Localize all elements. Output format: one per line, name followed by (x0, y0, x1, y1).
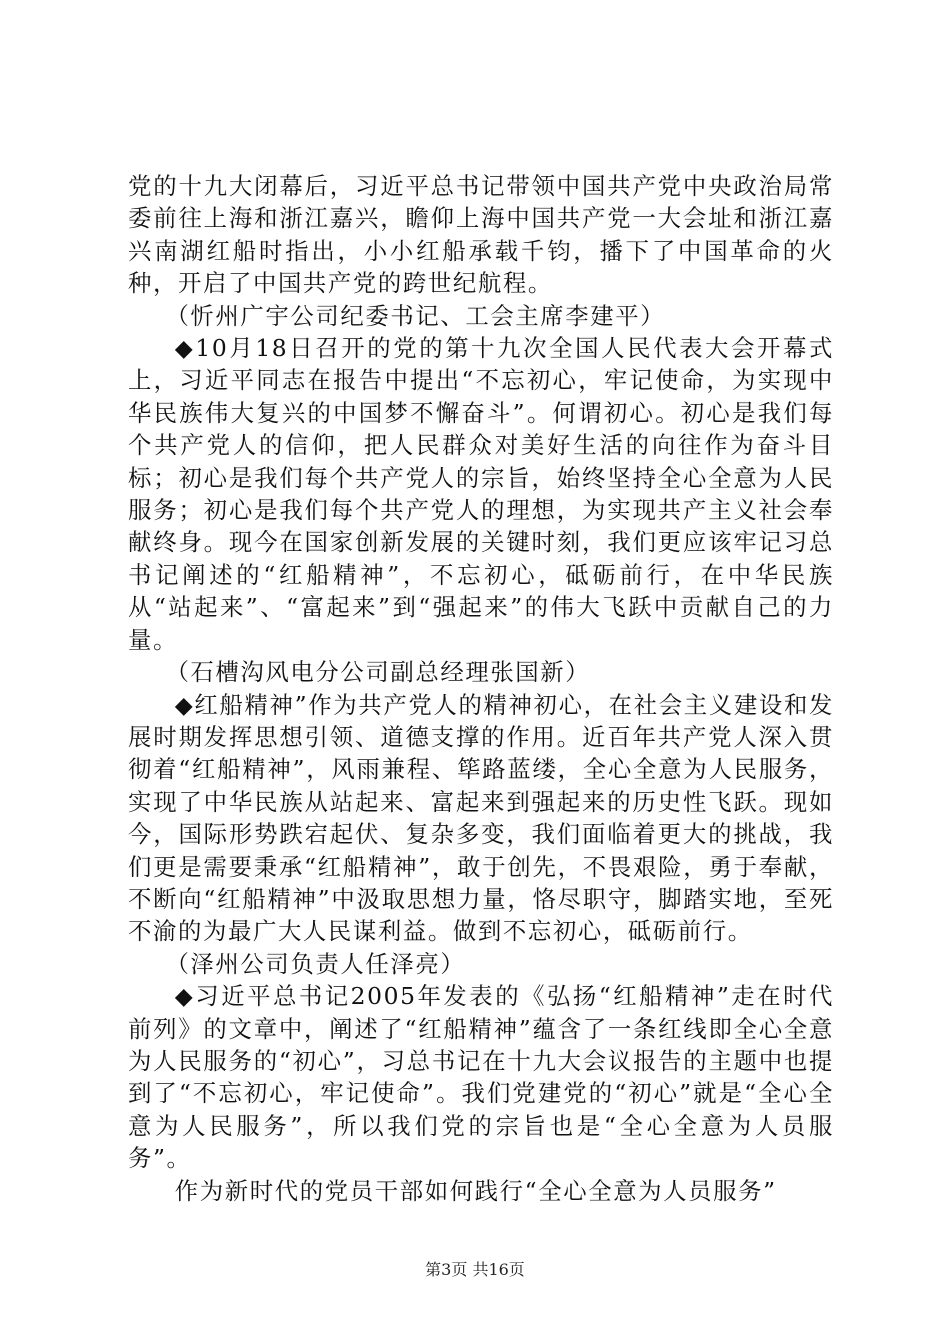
paragraph-1: 党的十九大闭幕后，习近平总书记带领中国共产党中央政治局常委前往上海和浙江嘉兴，瞻仰上海中国共产党一大会址和浙江嘉兴南湖红船时指出，小小红船承载千钧，播下了中国革命的火种，开启了中国共产党的跨世纪航程。 (128, 172, 834, 298)
attribution-3: （泽州公司负责人任泽亮） (165, 949, 466, 978)
attribution-1: （忻州广宇公司纪委书记、工会主席李建平） (165, 301, 666, 330)
page-footer (0, 1257, 950, 1280)
attribution-2: （石槽沟风电分公司副总经理张国新） (165, 658, 591, 687)
document-body (128, 170, 834, 1207)
paragraph-4: ◆习近平总书记2005年发表的《弘扬“红船精神”走在时代前列》的文章中，阐述了“红船精神”蕴含了一条红线即全心全意为人民服务的“初心”，习总书记在十九大会议报告的主题中也提到了“不忘初心，牢记使命”。我们党建党的“初心”就是“全心全意为人民服务”，所以我们党的宗旨也是“全心全意为人员服务”。 (128, 982, 834, 1173)
page-number: 第3页 共16页 (425, 1260, 525, 1279)
paragraph-3: ◆红船精神”作为共产党人的精神初心，在社会主义建设和发展时期发挥思想引领、道德支撑的作用。近百年共产党人深入贯彻着“红船精神”，风雨兼程、筚路蓝缕，全心全意为人民服务，实现了中华民族从站起来、富起来到强起来的历史性飞跃。现如今，国际形势跌宕起伏、复杂多变，我们面临着更大的挑战，我们更是需要秉承“红船精神”，敢于创先，不畏艰险，勇于奉献，不断向“红船精神”中汲取思想力量，恪尽职守，脚踏实地，至死不渝的为最广大人民谋利益。做到不忘初心，砥砺前行。 (128, 690, 834, 946)
paragraph-2: ◆10月18日召开的党的第十九次全国人民代表大会开幕式上，习近平同志在报告中提出“不忘初心，牢记使命，为实现中华民族伟大复兴的中国梦不懈奋斗”。何谓初心。初心是我们每个共产党人的信仰，把人民群众对美好生活的向往作为奋斗目标；初心是我们每个共产党人的宗旨，始终坚持全心全意为人民服务；初心是我们每个共产党人的理想，为实现共产主义社会奉献终身。现今在国家创新发展的关键时刻，我们更应该牢记习总书记阐述的“红船精神”，不忘初心，砥砺前行，在中华民族从“站起来”、“富起来”到“强起来”的伟大飞跃中贡献自己的力量。 (128, 334, 834, 654)
paragraph-5: 作为新时代的党员干部如何践行“全心全意为人员服务” (174, 1176, 777, 1205)
